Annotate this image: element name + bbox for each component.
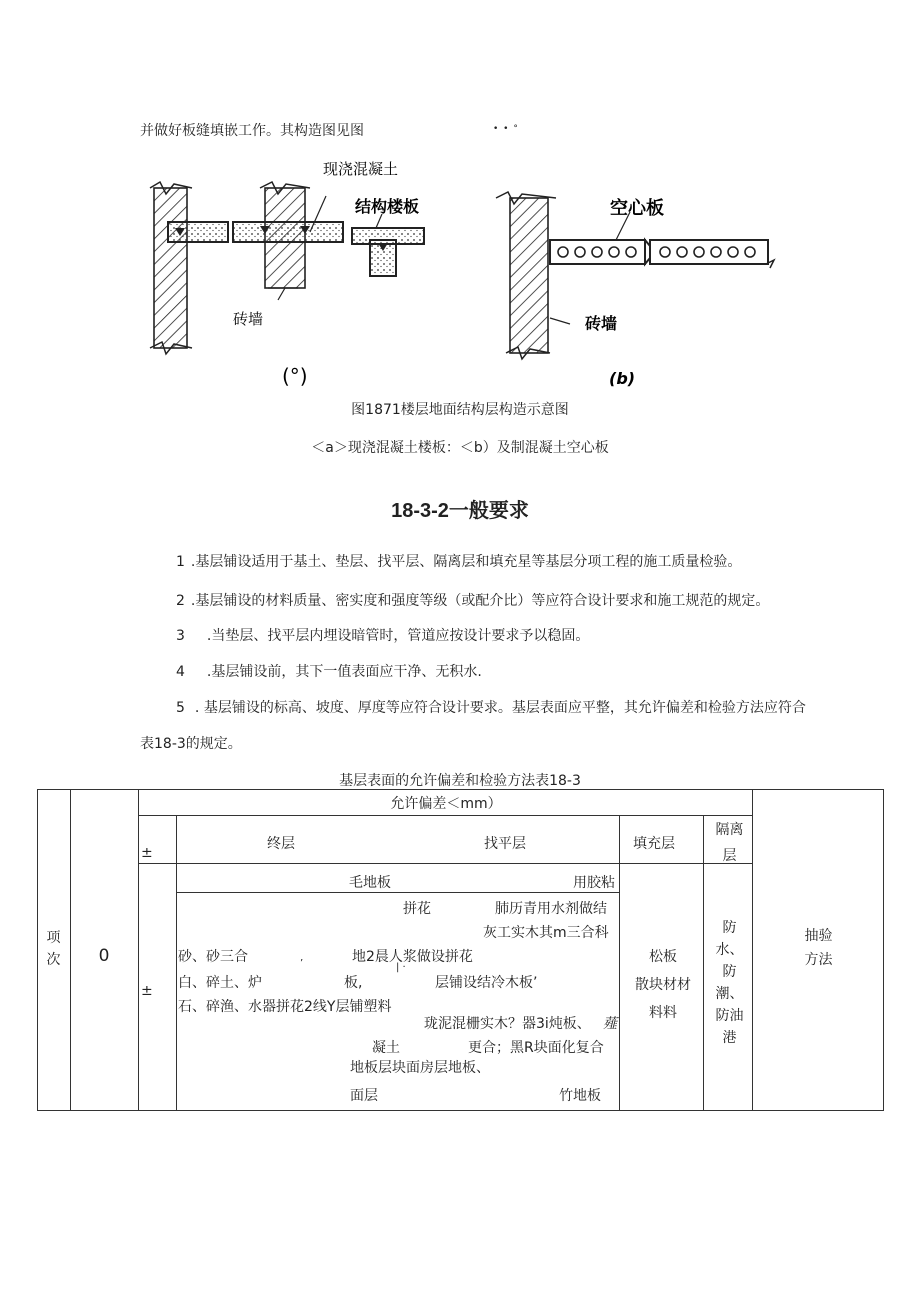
mark-fragment: ’ bbox=[300, 958, 304, 969]
material-fragment: 竹地板 bbox=[559, 1088, 601, 1104]
isolate-layer-label: 隔离 层 bbox=[715, 822, 744, 864]
fill-materials: 松板 散块材材 料料 bbox=[635, 949, 691, 1021]
material-fragment: 更合；黑R块面化复合 bbox=[468, 1040, 604, 1056]
material-fragment: 砂、砂三合 bbox=[178, 949, 248, 965]
material-fragment: 薤 bbox=[603, 1016, 617, 1032]
paragraph-3: 3 .当垫层、找平层内埋设暗管时，管道应按设计要求予以稳固。 bbox=[176, 628, 590, 644]
material-fragment: 石、碎渔、水器拼花2线Y层铺塑料 bbox=[178, 999, 392, 1015]
cell-final-level bbox=[177, 816, 620, 864]
table-title: 基层表面的允许偏差和检验方法表18-3 bbox=[339, 773, 581, 789]
label-figure-a: (°) bbox=[282, 364, 308, 388]
isolate-materials: 防 水、 防 潮、 防油 港 bbox=[715, 920, 744, 1046]
fill-layer-label: 填充层 bbox=[633, 836, 675, 852]
slab-left-a bbox=[168, 222, 228, 242]
final-layer-label: 终层 bbox=[267, 836, 295, 852]
paragraph-4: 4 .基层铺设前，其下一值表面应干净、无积水. bbox=[176, 664, 482, 680]
material-fragment: 白、碎土、炉 bbox=[178, 975, 262, 991]
item-label: 项 次 bbox=[46, 930, 61, 968]
material-fragment: 珑泥混栅实木？器3i炖板、 bbox=[424, 1016, 591, 1032]
pm-top-label: ± bbox=[141, 845, 153, 861]
allow-header-label: 允许偏差＜mm） bbox=[390, 796, 502, 812]
label-figure-b: (b) bbox=[609, 369, 636, 388]
paragraph-5-continued: 表18-3的规定。 bbox=[140, 736, 242, 752]
hollow-core-slab bbox=[550, 240, 774, 268]
material-fragment: 凝土 bbox=[372, 1040, 400, 1056]
intro-figure-ref: • • ° bbox=[493, 124, 519, 134]
paragraph-1: 1 .基层铺设适用于基土、垫层、找平层、隔离层和填充星等基层分项工程的施工质量检验。 bbox=[176, 554, 742, 570]
material-fragment: 灰工实木其m三合科 bbox=[483, 925, 609, 941]
material-fragment: 地2晨人浆做设拼花 bbox=[352, 949, 473, 965]
material-fragment: 面层 bbox=[350, 1088, 378, 1104]
level-layer-label: 找平层 bbox=[484, 836, 526, 852]
t-beam-a bbox=[352, 228, 424, 276]
slab-middle-a bbox=[233, 222, 343, 242]
material-fragment: 毛地板 bbox=[349, 875, 391, 891]
label-brick-wall-b: 砖墙 bbox=[585, 314, 618, 333]
section-title: 18-3-2一般要求 bbox=[391, 500, 529, 522]
material-fragment: 地板层块面房层地板、 bbox=[350, 1060, 490, 1076]
intro-text: 并做好板缝填嵌工作。其构造图见图 bbox=[140, 123, 364, 139]
figure-caption-line2: ＜a＞现浇混凝土楼板：＜b）及制混凝土空心板 bbox=[311, 440, 609, 456]
mark-fragment: | · bbox=[396, 962, 406, 973]
wall-left-a bbox=[150, 182, 192, 354]
paragraph-2: 2 .基层铺设的材料质量、密实度和强度等级（或配介比）等应符合设计要求和施工规范的规定。 bbox=[176, 593, 770, 609]
check-method-label: 抽验 方法 bbox=[804, 928, 833, 968]
material-fragment: 板, bbox=[344, 975, 363, 991]
label-hollow-slab: 空心板 bbox=[610, 198, 664, 219]
zero-label: 0 bbox=[98, 946, 110, 966]
figure-caption-line1: 图1871楼层地面结构层构造示意图 bbox=[351, 402, 569, 418]
structure-diagram bbox=[130, 148, 790, 393]
material-fragment: 用胶粘 bbox=[573, 875, 615, 891]
pm-mid-label: ± bbox=[141, 983, 153, 999]
label-structure-slab: 结构楼板 bbox=[355, 197, 420, 216]
material-fragment: 拼花 bbox=[403, 901, 431, 917]
label-cast-concrete: 现浇混凝土 bbox=[323, 160, 399, 178]
wall-b bbox=[496, 192, 556, 359]
material-fragment: 肺历青用水剂做结 bbox=[495, 901, 607, 917]
paragraph-5: 5 . 基层铺设的标高、坡度、厚度等应符合设计要求。基层表面应平整，其允许偏差和检验方法应符合 bbox=[176, 700, 806, 716]
material-fragment: 层铺设结冷木板’ bbox=[435, 975, 538, 991]
label-brick-wall-a: 砖墙 bbox=[233, 310, 264, 328]
